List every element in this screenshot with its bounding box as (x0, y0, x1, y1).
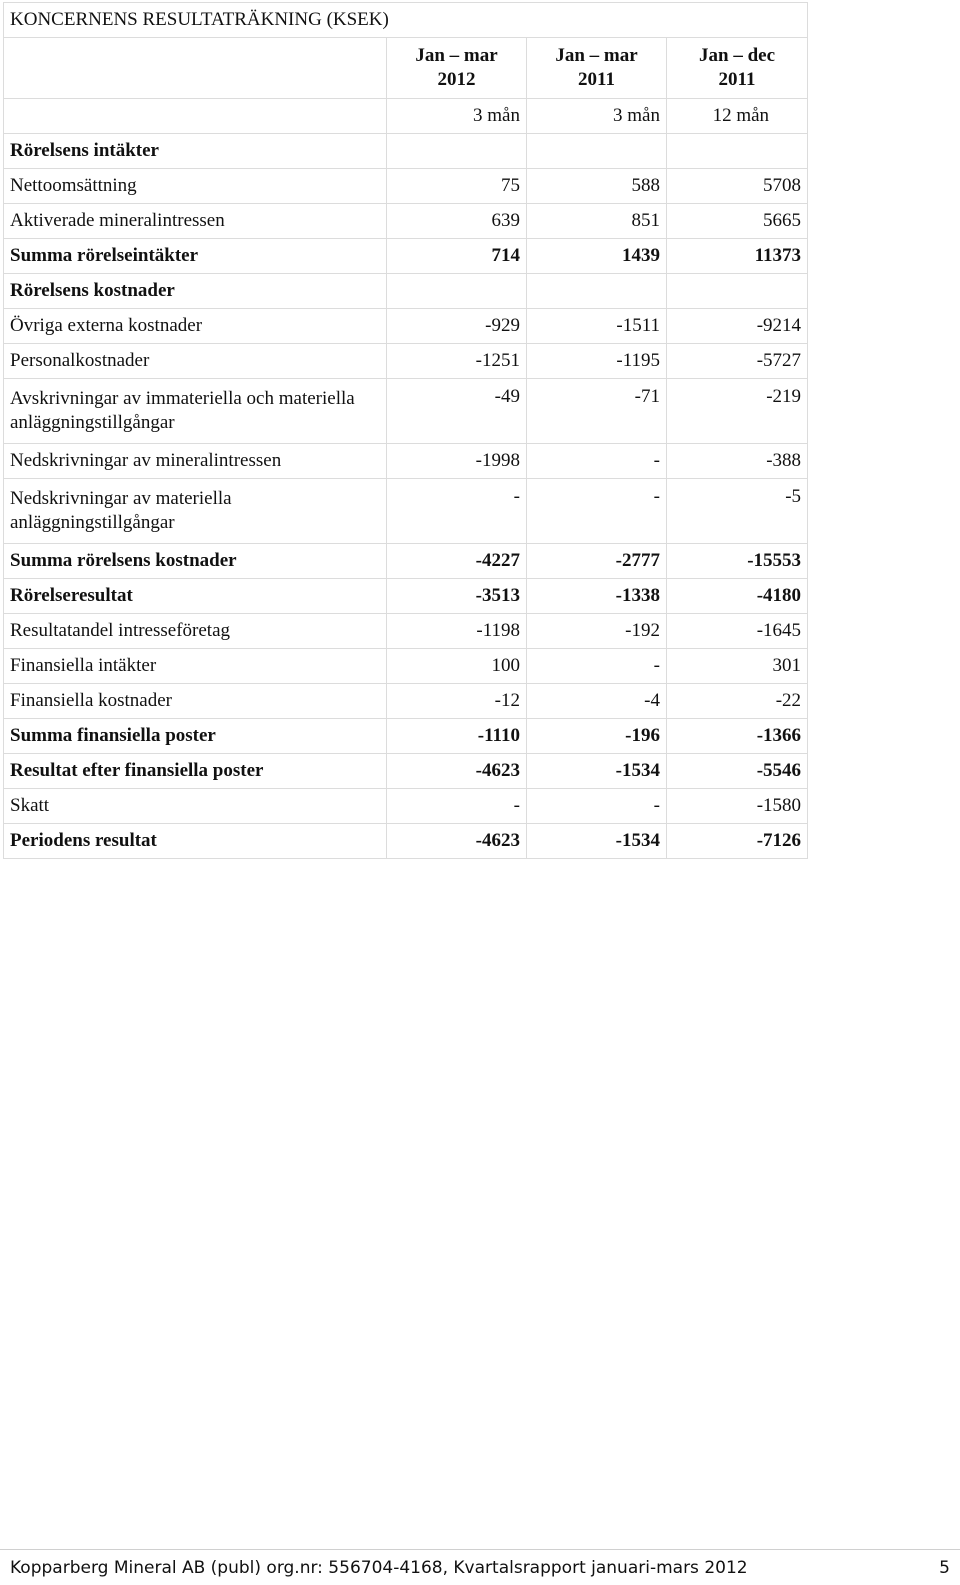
row-label: Finansiella kostnader (4, 684, 387, 719)
table-row (4, 649, 808, 684)
row-label: Rörelseresultat (4, 579, 387, 614)
period-line2: 2011 (718, 69, 756, 90)
row-value-col2 (527, 134, 667, 169)
table-row (4, 204, 808, 239)
table-row (4, 614, 808, 649)
row-label: Finansiella intäkter (4, 649, 387, 684)
row-value-col1: -49 (387, 379, 527, 444)
row-value-col1: -1251 (387, 344, 527, 379)
row-label: Periodens resultat (4, 824, 387, 859)
table-row (4, 544, 808, 579)
row-label: Summa rörelsens kostnader (4, 544, 387, 579)
row-value-col1: - (387, 479, 527, 544)
period-header-q1-2012 (387, 38, 527, 99)
row-label: Nedskrivningar av mineralintressen (4, 444, 387, 479)
row-label: Skatt (4, 789, 387, 824)
row-value-col2 (527, 274, 667, 309)
row-value-col2: -1511 (527, 309, 667, 344)
row-value-col1: -1998 (387, 444, 527, 479)
row-value-col3 (667, 274, 808, 309)
row-label: Resultat efter finansiella poster (4, 754, 387, 789)
row-value-col3: 5708 (667, 169, 808, 204)
income-statement-table (3, 2, 808, 859)
page-footer (0, 1549, 960, 1585)
months-fy-2011: 12 mån (667, 99, 808, 134)
row-value-col1: -3513 (387, 579, 527, 614)
row-value-col3: -388 (667, 444, 808, 479)
row-value-col1: -4227 (387, 544, 527, 579)
row-value-col2: -1195 (527, 344, 667, 379)
row-value-col3: -1645 (667, 614, 808, 649)
row-value-col3: 11373 (667, 239, 808, 274)
table-row (4, 754, 808, 789)
row-label: Summa rörelseintäkter (4, 239, 387, 274)
row-label: Rörelsens kostnader (4, 274, 387, 309)
row-value-col2: 588 (527, 169, 667, 204)
table-title: KONCERNENS RESULTATRÄKNING (KSEK) (4, 3, 808, 38)
months-empty-cell (4, 99, 387, 134)
row-value-col1: 639 (387, 204, 527, 239)
row-label: Nedskrivningar av materiella anläggningstillgångar (4, 479, 387, 544)
row-value-col1: -4623 (387, 754, 527, 789)
row-value-col1 (387, 274, 527, 309)
row-value-col2: -192 (527, 614, 667, 649)
row-value-col2: -4 (527, 684, 667, 719)
title-row (4, 3, 808, 38)
row-label: Aktiverade mineralintressen (4, 204, 387, 239)
row-value-col3: -1366 (667, 719, 808, 754)
period-line2: 2011 (578, 69, 615, 90)
row-value-col2: -1534 (527, 824, 667, 859)
table-row (4, 719, 808, 754)
row-value-col1: 75 (387, 169, 527, 204)
table-row (4, 169, 808, 204)
period-line1: Jan – mar (555, 45, 638, 66)
row-value-col1: -1198 (387, 614, 527, 649)
page-number: 5 (939, 1558, 950, 1578)
header-empty-cell (4, 38, 387, 99)
row-value-col2: - (527, 479, 667, 544)
table-row (4, 344, 808, 379)
row-value-col1: -4623 (387, 824, 527, 859)
row-value-col2: 1439 (527, 239, 667, 274)
period-line2: 2012 (437, 69, 476, 90)
row-value-col3: -219 (667, 379, 808, 444)
row-value-col2: 851 (527, 204, 667, 239)
row-value-col1: - (387, 789, 527, 824)
table-body (4, 3, 808, 859)
row-value-col1 (387, 134, 527, 169)
row-label: Rörelsens intäkter (4, 134, 387, 169)
table-row (4, 239, 808, 274)
row-value-col1: -12 (387, 684, 527, 719)
table-row (4, 379, 808, 444)
footer-text: Kopparberg Mineral AB (publ) org.nr: 556704-4168, Kvartalsrapport januari-mars 2012 (10, 1558, 748, 1578)
section-header-row (4, 274, 808, 309)
period-header-q1-2011 (527, 38, 667, 99)
row-value-col2: - (527, 649, 667, 684)
row-value-col3: -1580 (667, 789, 808, 824)
row-value-col3: -5 (667, 479, 808, 544)
row-label: Avskrivningar av immateriella och materiella anläggningstillgångar (4, 379, 387, 444)
row-value-col1: -1110 (387, 719, 527, 754)
row-value-col3 (667, 134, 808, 169)
months-q1-2011: 3 mån (527, 99, 667, 134)
row-value-col1: -929 (387, 309, 527, 344)
table-row (4, 309, 808, 344)
row-label: Summa finansiella poster (4, 719, 387, 754)
row-label: Personalkostnader (4, 344, 387, 379)
row-label: Nettoomsättning (4, 169, 387, 204)
row-value-col3: 5665 (667, 204, 808, 239)
row-value-col3: -5546 (667, 754, 808, 789)
table-row (4, 579, 808, 614)
row-value-col2: -1534 (527, 754, 667, 789)
months-q1-2012: 3 mån (387, 99, 527, 134)
table-row (4, 824, 808, 859)
row-label: Resultatandel intresseföretag (4, 614, 387, 649)
row-value-col3: 301 (667, 649, 808, 684)
months-header-row (4, 99, 808, 134)
row-value-col3: -9214 (667, 309, 808, 344)
section-header-row (4, 134, 808, 169)
row-value-col2: -71 (527, 379, 667, 444)
table-row (4, 684, 808, 719)
row-value-col3: -7126 (667, 824, 808, 859)
row-value-col2: -2777 (527, 544, 667, 579)
row-value-col2: - (527, 789, 667, 824)
row-value-col3: -15553 (667, 544, 808, 579)
row-value-col1: 714 (387, 239, 527, 274)
row-label: Övriga externa kostnader (4, 309, 387, 344)
period-header-fy-2011 (667, 38, 808, 99)
table-row (4, 789, 808, 824)
row-value-col1: 100 (387, 649, 527, 684)
row-value-col2: - (527, 444, 667, 479)
table-row (4, 444, 808, 479)
row-value-col2: -1338 (527, 579, 667, 614)
period-line1: Jan – dec (699, 45, 776, 66)
period-line1: Jan – mar (415, 45, 498, 66)
row-value-col3: -22 (667, 684, 808, 719)
row-value-col3: -4180 (667, 579, 808, 614)
row-value-col3: -5727 (667, 344, 808, 379)
table-row (4, 479, 808, 544)
period-header-row (4, 38, 808, 99)
row-value-col2: -196 (527, 719, 667, 754)
